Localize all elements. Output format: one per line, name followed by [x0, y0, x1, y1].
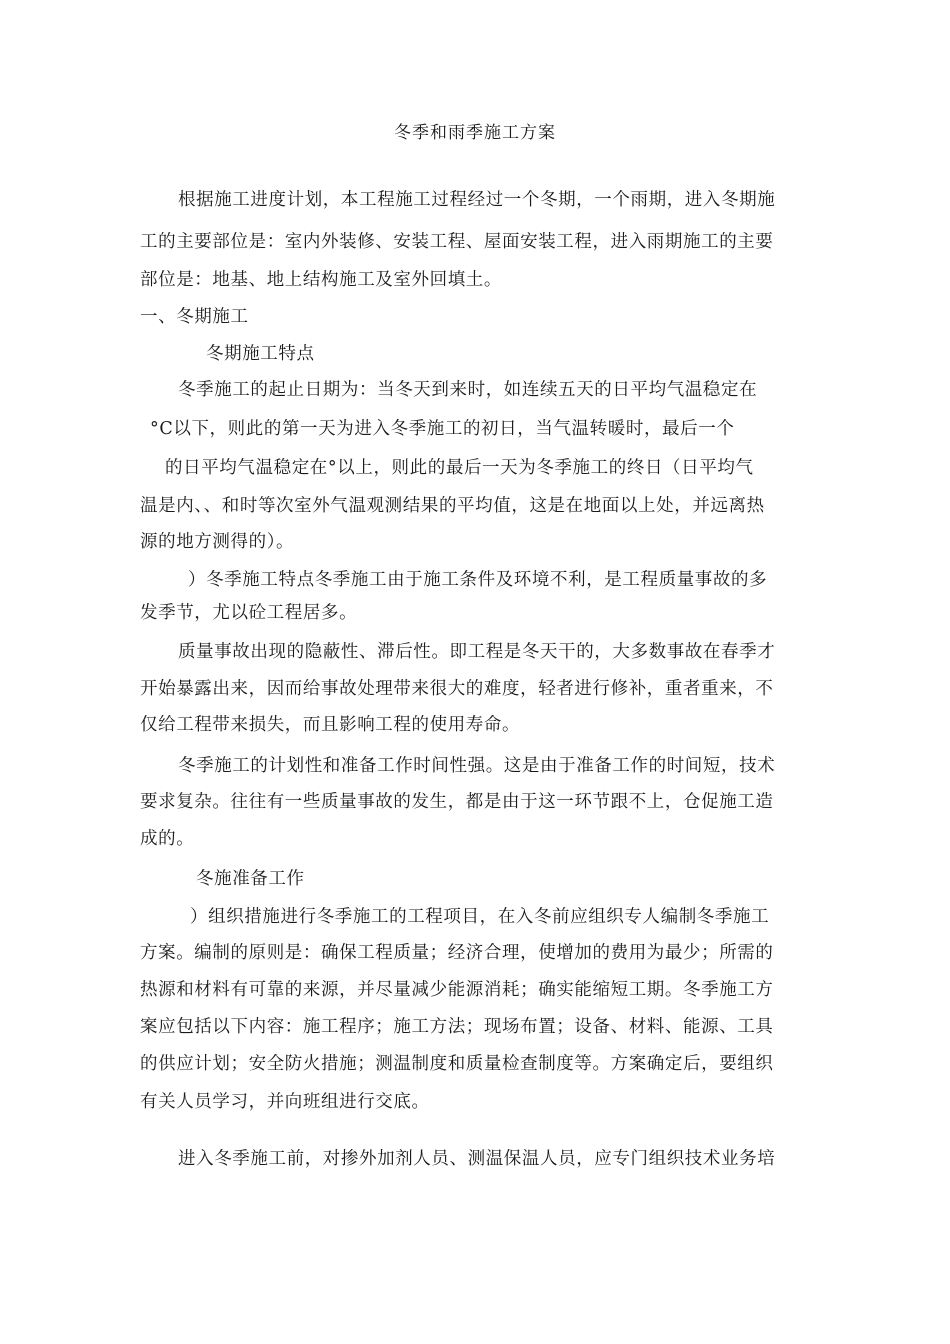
paragraph-line: °C以下，则此的第一天为进入冬季施工的初日，当气温转暖时，最后一个 — [150, 419, 735, 439]
subsection-heading: 冬施准备工作 — [196, 869, 305, 889]
paragraph-line: 开始暴露出来，因而给事故处理带来很大的难度，轻者进行修补，重者重来，不 — [140, 679, 774, 699]
section-heading: 一、冬期施工 — [140, 307, 249, 327]
paragraph-line: 发季节，尤以砼工程居多。 — [140, 603, 358, 623]
paragraph-line: 根据施工进度计划，本工程施工过程经过一个冬期，一个雨期，进入冬期施 — [178, 190, 776, 210]
paragraph-line: 工的主要部位是：室内外装修、安装工程、屋面安装工程，进入雨期施工的主要 — [140, 232, 774, 252]
subsection-heading: 冬期施工特点 — [206, 344, 315, 364]
paragraph-line: 的供应计划；安全防火措施；测温制度和质量检查制度等。方案确定后，要组织 — [140, 1054, 774, 1074]
paragraph-line: 质量事故出现的隐蔽性、滞后性。即工程是冬天干的，大多数事故在春季才 — [178, 642, 776, 662]
paragraph-line: ）组织措施进行冬季施工的工程项目，在入冬前应组织专人编制冬季施工 — [190, 907, 770, 927]
document-title: 冬季和雨季施工方案 — [394, 123, 556, 143]
paragraph-line: ）冬季施工特点冬季施工由于施工条件及环境不利，是工程质量事故的多 — [188, 570, 768, 590]
paragraph-line: 案应包括以下内容：施工程序；施工方法；现场布置；设备、材料、能源、工具 — [140, 1017, 774, 1037]
paragraph-line: 要求复杂。往往有一些质量事故的发生，都是由于这一环节跟不上，仓促施工造 — [140, 792, 774, 812]
paragraph-line: 冬季施工的起止日期为：当冬天到来时，如连续五天的日平均气温稳定在 — [178, 380, 758, 400]
paragraph-line: 源的地方测得的）。 — [140, 532, 295, 552]
paragraph-line: 有关人员学习，并向班组进行交底。 — [140, 1092, 430, 1112]
paragraph-line: 部位是：地基、地上结构施工及室外回填土。 — [140, 270, 502, 290]
paragraph-line: 进入冬季施工前，对掺外加剂人员、测温保温人员，应专门组织技术业务培 — [178, 1149, 776, 1169]
paragraph-line: 的日平均气温稳定在°以上，则此的最后一天为冬季施工的终日（日平均气 — [165, 458, 754, 478]
paragraph-line: 成的。 — [140, 829, 195, 849]
paragraph-line: 温是内、、和时等次室外气温观测结果的平均值，这是在地面以上处，并远离热 — [140, 496, 765, 516]
paragraph-line: 冬季施工的计划性和准备工作时间性强。这是由于准备工作的时间短，技术 — [178, 756, 776, 776]
paragraph-line: 仅给工程带来损失，而且影响工程的使用寿命。 — [140, 715, 521, 735]
paragraph-line: 热源和材料有可靠的来源，并尽量减少能源消耗；确实能缩短工期。冬季施工方 — [140, 980, 774, 1000]
paragraph-line: 方案。编制的原则是：确保工程质量；经济合理，使增加的费用为最少；所需的 — [140, 943, 774, 963]
